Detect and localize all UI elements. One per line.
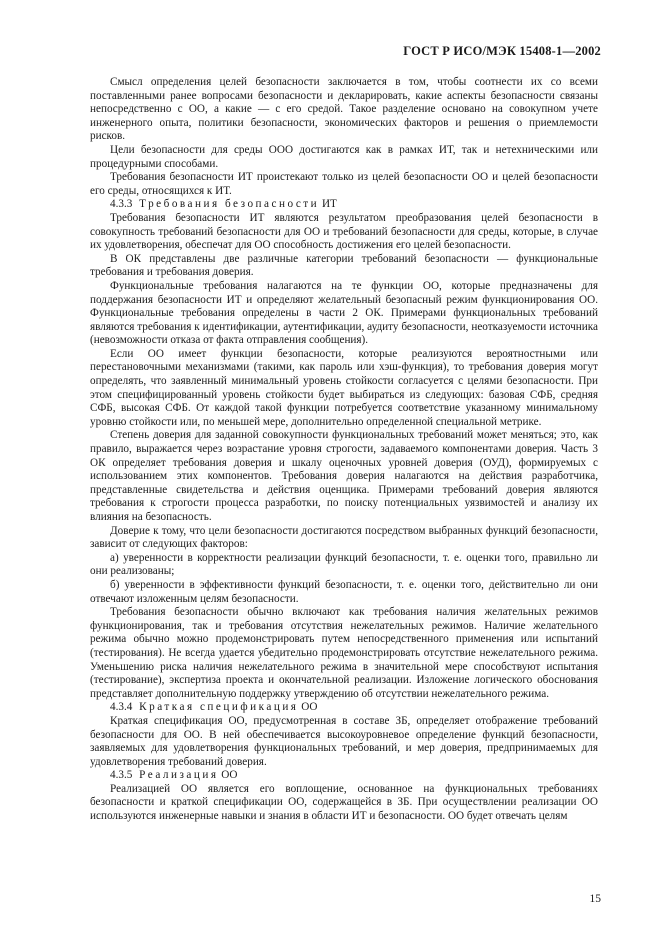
paragraph: Степень доверия для заданной совокупности функциональных требований может меняться; это, как правило, выражается через возрастание уровня строгости, задаваемого компонентами доверия. Часть 3 ОК определяет требования доверия и шкалу оценочных уровней доверия (ОУД), формируемых с использованием этих компонентов. Требования доверия налагаются на действия разработчика, представленные свидетельства и действия оценщика. Примерами требований доверия являются требования к строгости процесса разработки, по поиску потенциальных уязвимостей и анализу их влияния на безопасность. bbox=[90, 429, 598, 523]
list-item: а) уверенности в корректности реализации функций безопасности, т. е. оценки того, правильно ли они реализованы; bbox=[90, 551, 598, 578]
paragraph: Реализацией ОО является его воплощение, основанное на функциональных требованиях безопасности и краткой спецификации ОО, содержащейся в ЗБ. При осуществлении реализации ОО используются инженерные навыки и знания в области ИТ и безопасности. ОО будет отвечать целям bbox=[90, 782, 598, 823]
section-title: Краткая спецификация bbox=[139, 701, 299, 714]
section-number: 4.3.5 bbox=[110, 769, 133, 782]
paragraph: Требования безопасности обычно включают как требования наличия желательных режимов функционирования, так и требования отсутствия нежелательных режимов. Наличие желательного режима обычно можно продемонстрировать путем непосредственного применения или испытаний (тестирования). Не всегда удается убедительно продемонстрировать отсутствие нежелательного режима. Уменьшению риска наличия нежелательного режима в значительной мере способствуют испытания (тестирование), экспертиза проекта и окончательной реализации. Изложение логического обоснования представляет дополнительную поддержку утверждению об отсутствии нежелательного режима. bbox=[90, 606, 598, 700]
paragraph: В ОК представлены две различные категории требований безопасности — функциональные требования и требования доверия. bbox=[90, 252, 598, 279]
section-heading-4-3-5 bbox=[90, 769, 598, 783]
section-title: Реализация bbox=[139, 769, 219, 782]
section-number: 4.3.3 bbox=[110, 198, 133, 211]
paragraph: Цели безопасности для среды ООО достигаются как в рамках ИТ, так и нетехническими или процедурными способами. bbox=[90, 143, 598, 170]
section-title-abbr: ОО bbox=[221, 769, 238, 782]
section-title-abbr: ИТ bbox=[321, 198, 337, 211]
paragraph: Требования безопасности ИТ проистекают только из целей безопасности ОО и целей безопасности его среды, относящихся к ИТ. bbox=[90, 171, 598, 197]
paragraph: Если ОО имеет функции безопасности, которые реализуются вероятностными или перестановочными механизмами (такими, как пароль или хэш-функция), то требования доверия могут определять, что заявленный минимальный уровень стойкости согласуется с целями безопасности. При этом специфицированный уровень стойкости будет выбираться из следующих: базовая СФБ, средняя СФБ, высокая СФБ. От каждой такой функции потребуется соответствие указанному минимальному уровню стойкости или, по меньшей мере, дополнительно определенной специальной метрике. bbox=[90, 347, 598, 428]
section-title: Требования безопасности bbox=[139, 198, 320, 211]
document-header: ГОСТ Р ИСО/МЭК 15408-1—2002 bbox=[403, 44, 601, 58]
paragraph: Краткая спецификация ОО, предусмотренная в составе ЗБ, определяет отображение требований безопасности для ОО. В ней обеспечивается высокоуровневое определение функций безопасности, заявляемых для удовлетворения функциональных требований, и мер доверия, предпринимаемых для удовлетворения требований доверия. bbox=[90, 714, 598, 768]
paragraph: Смысл определения целей безопасности заключается в том, чтобы соотнести их со всеми поставленными ранее вопросами безопасности и декларировать, какие аспекты безопасности связаны непосредственно с ОО, а какие — с его средой. Такое разделение основано на совокупном учете инженерного опыта, политики безопасности, экономических факторов и решения о приемлемости рисков. bbox=[90, 76, 598, 143]
paragraph: Доверие к тому, что цели безопасности достигаются посредством выбранных функций безопасности, зависит от следующих факторов: bbox=[90, 524, 598, 551]
section-number: 4.3.4 bbox=[110, 701, 133, 714]
section-heading-4-3-3 bbox=[90, 198, 598, 212]
paragraph: Требования безопасности ИТ являются результатом преобразования целей безопасности в совокупность требований безопасности для ОО и требований безопасности для среды, которые, в случае их удовлетворения, обеспечат для ОО способность достижения его целей безопасности. bbox=[90, 211, 598, 252]
page-number: 15 bbox=[589, 893, 601, 905]
list-item: б) уверенности в эффективности функций безопасности, т. е. оценки того, действительно ли они отвечают изложенным целям безопасности. bbox=[90, 578, 598, 605]
paragraph: Функциональные требования налагаются на те функции ОО, которые предназначены для поддержания безопасности ИТ и определяют желательный безопасный режим функционирования ОО. Функциональные требования определены в части 2 ОК. Примерами функциональных требований являются требования к идентификации, аутентификации, аудиту безопасности, неотказуемости источника (невозможности отказа от факта отправления сообщения). bbox=[90, 279, 598, 347]
section-heading-4-3-4 bbox=[90, 701, 598, 715]
page-body bbox=[90, 76, 598, 824]
section-title-abbr: ОО bbox=[301, 701, 318, 714]
